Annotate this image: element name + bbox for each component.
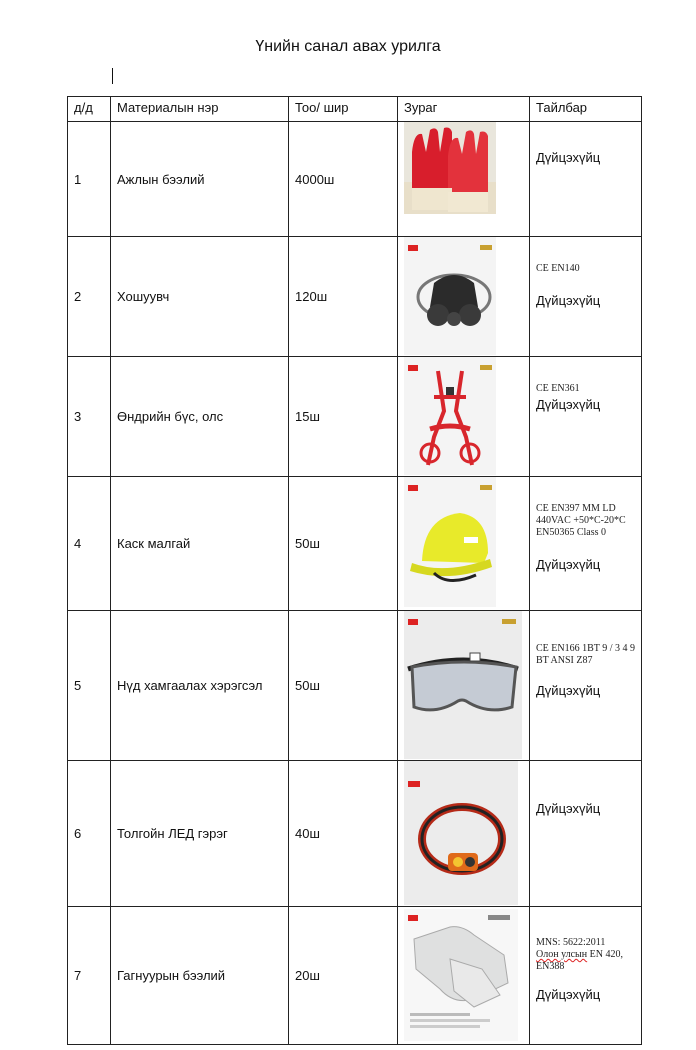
safety-harness-photo <box>404 357 496 475</box>
description-cell <box>530 761 642 907</box>
standard-spec: CE EN361 <box>536 383 580 394</box>
image-cell <box>398 122 530 237</box>
items-table <box>67 96 642 1045</box>
table-row <box>68 907 642 1045</box>
equivalence-note: Дүйцэхүйц <box>536 150 601 165</box>
document-title: Үнийн санал авах урилга <box>255 38 441 55</box>
respirator-mask-photo <box>404 237 496 355</box>
header-description: Тайлбар <box>530 97 642 122</box>
equivalence-note: Дүйцэхүйц <box>536 683 601 698</box>
text-cursor <box>112 68 113 84</box>
equivalence-note: Дүйцэхүйц <box>536 801 601 816</box>
quantity: 40ш <box>289 761 398 907</box>
equivalence-note: Дүйцэхүйц <box>536 293 601 308</box>
material-name: Толгойн ЛЕД гэрэг <box>111 761 289 907</box>
description-cell <box>530 122 642 237</box>
image-cell <box>398 237 530 357</box>
row-number: 5 <box>68 611 111 761</box>
led-headlamp-photo <box>404 761 518 905</box>
material-name: Гагнуурын бээлий <box>111 907 289 1045</box>
spec-international-standards: EN 420, EN388 <box>536 949 623 972</box>
image-cell <box>398 611 530 761</box>
header-image: Зураг <box>398 97 530 122</box>
quantity: 50ш <box>289 611 398 761</box>
quantity: 4000ш <box>289 122 398 237</box>
image-cell <box>398 477 530 611</box>
quantity: 20ш <box>289 907 398 1045</box>
table-header-row <box>68 97 642 122</box>
header-no: д/д <box>68 97 111 122</box>
standard-spec: CE EN140 <box>536 263 580 274</box>
table-row <box>68 122 642 237</box>
quantity: 15ш <box>289 357 398 477</box>
table-row <box>68 761 642 907</box>
table-row <box>68 477 642 611</box>
description-cell <box>530 907 642 1045</box>
table-row <box>68 611 642 761</box>
material-name: Өндрийн бүс, олс <box>111 357 289 477</box>
spec-international-label: Олон улсын <box>536 949 588 960</box>
quantity: 50ш <box>289 477 398 611</box>
material-name: Ажлын бээлий <box>111 122 289 237</box>
header-quantity: Тоо/ шир <box>289 97 398 122</box>
image-cell <box>398 761 530 907</box>
description-cell <box>530 611 642 761</box>
equivalence-note: Дүйцэхүйц <box>536 397 601 412</box>
safety-goggles-photo <box>404 611 522 759</box>
equivalence-note: Дүйцэхүйц <box>536 987 601 1002</box>
work-gloves-photo <box>404 122 496 214</box>
table-row <box>68 357 642 477</box>
description-cell <box>530 357 642 477</box>
standard-spec: CE EN397 MM LD 440VAC +50*C-20*C EN50365 Class 0 <box>536 503 626 538</box>
row-number: 2 <box>68 237 111 357</box>
image-cell <box>398 907 530 1045</box>
row-number: 3 <box>68 357 111 477</box>
description-cell <box>530 477 642 611</box>
header-material-name: Материалын нэр <box>111 97 289 122</box>
safety-helmet-photo <box>404 477 496 607</box>
quantity: 120ш <box>289 237 398 357</box>
row-number: 1 <box>68 122 111 237</box>
table-row <box>68 237 642 357</box>
spec-mns-standard: MNS: 5622:2011 <box>536 937 606 948</box>
material-name: Каск малгай <box>111 477 289 611</box>
row-number: 7 <box>68 907 111 1045</box>
row-number: 4 <box>68 477 111 611</box>
equivalence-note: Дүйцэхүйц <box>536 557 601 572</box>
row-number: 6 <box>68 761 111 907</box>
description-cell <box>530 237 642 357</box>
material-name: Хошуувч <box>111 237 289 357</box>
standard-spec <box>536 937 637 973</box>
image-cell <box>398 357 530 477</box>
standard-spec: CE EN166 1BT 9 / 3 4 9 BT ANSI Z87 <box>536 643 635 666</box>
material-name: Нүд хамгаалах хэрэгсэл <box>111 611 289 761</box>
welding-gloves-photo <box>404 909 518 1041</box>
